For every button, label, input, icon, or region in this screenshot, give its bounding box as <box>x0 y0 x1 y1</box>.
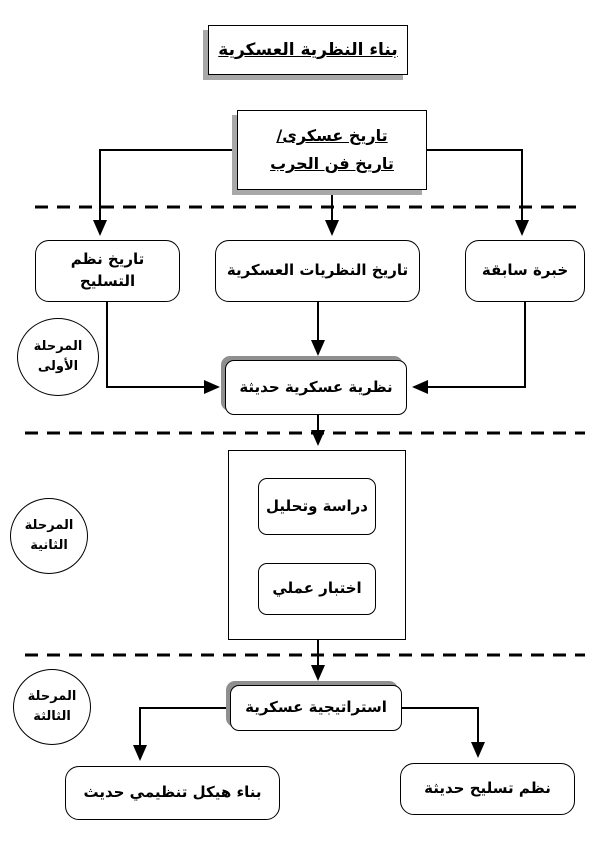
theories-history-label: تاريخ النظريات العسكرية <box>226 261 409 280</box>
theories-history-box <box>215 240 420 302</box>
modern-armament-label: نظم تسليح حديثة <box>424 779 551 798</box>
modern-theory-box <box>225 360 407 415</box>
source-line2: تاريخ فن الحرب <box>270 154 394 173</box>
arrow-experience-to-theory <box>414 302 525 387</box>
org-structure-label: بناء هيكل تنظيمي حديث <box>83 783 262 802</box>
stage-1-line2: الأولى <box>37 359 79 374</box>
title-box <box>208 25 408 75</box>
practical-test-box <box>258 563 376 615</box>
org-structure-box <box>65 766 280 820</box>
source-line1: تاريخ عسكرى/ <box>276 126 388 145</box>
prior-experience-box <box>465 240 585 302</box>
modern-armament-box <box>400 763 575 815</box>
practical-test-label: اختبار عملي <box>272 579 362 598</box>
stage-2-circle <box>10 498 88 574</box>
stage-3-line2: الثالثة <box>33 709 71 724</box>
stage-1-circle <box>17 318 99 396</box>
stage-1-line1: المرحلة <box>33 338 83 354</box>
armament-history-box <box>35 240 180 302</box>
diagram-title: بناء النظرية العسكرية <box>218 39 398 60</box>
stage-3-circle <box>13 669 91 745</box>
stage-3-line1: المرحلة <box>27 688 77 704</box>
stage-2-line2: الثانية <box>30 538 68 553</box>
strategy-label: استراتيجية عسكرية <box>245 698 387 717</box>
armament-history-label: تاريخ نظم التسليح <box>70 250 145 290</box>
study-analysis-box <box>258 478 376 535</box>
arrow-armament-to-theory <box>107 302 218 387</box>
study-analysis-label: دراسة وتحليل <box>266 496 368 515</box>
stage-2-line1: المرحلة <box>24 517 74 533</box>
strategy-box <box>230 685 402 731</box>
modern-theory-label: نظرية عسكرية حديثة <box>239 377 393 396</box>
prior-experience-label: خبرة سابقة <box>481 261 569 280</box>
source-box <box>237 110 427 190</box>
